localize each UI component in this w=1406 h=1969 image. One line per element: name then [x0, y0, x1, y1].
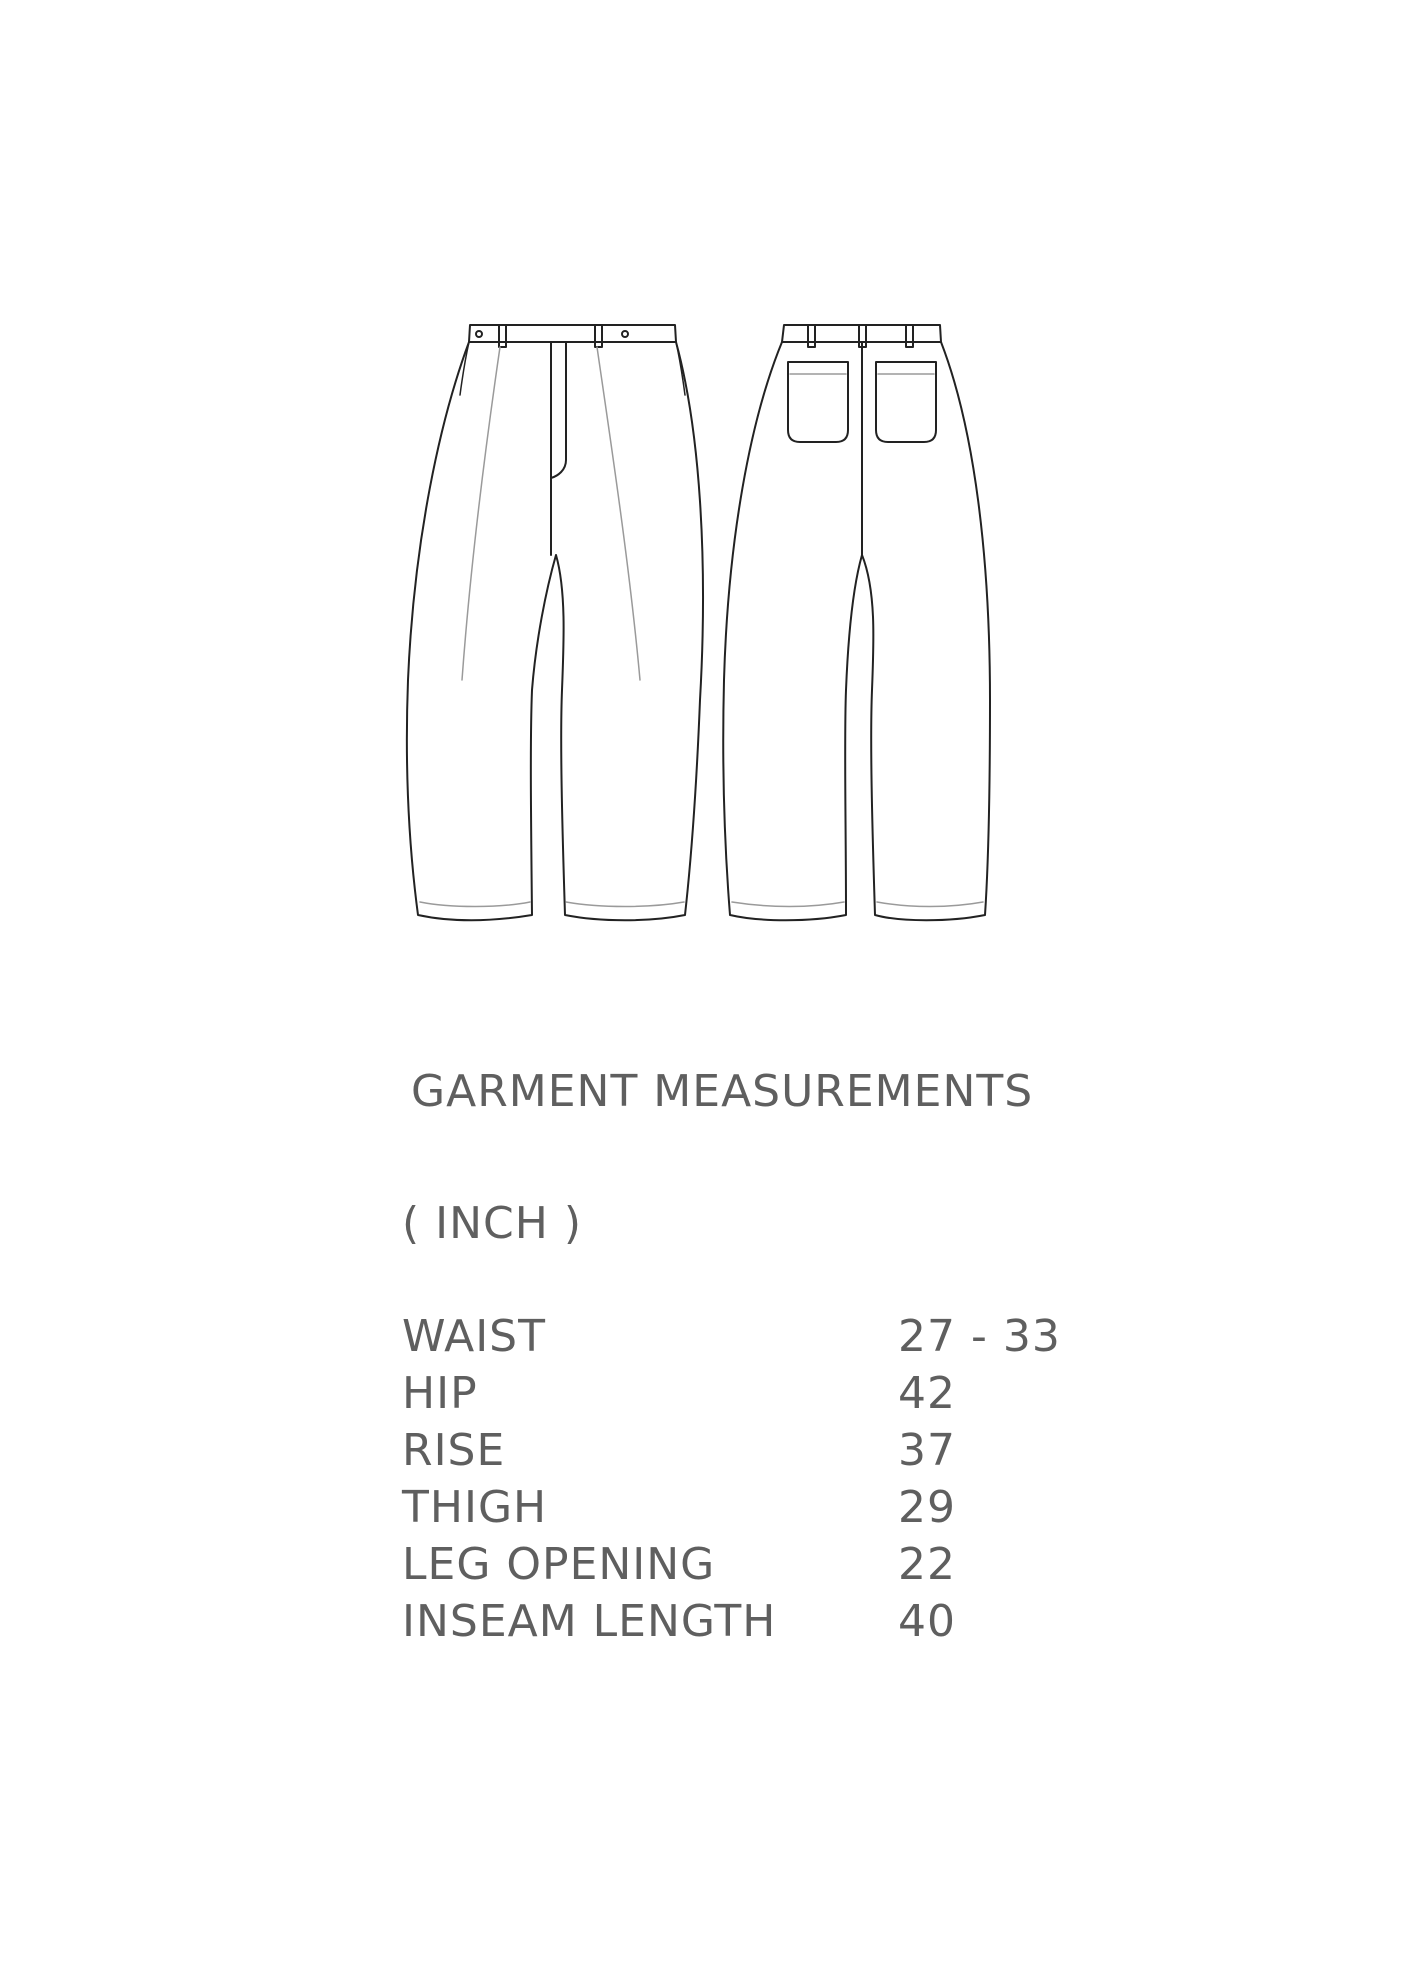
measurement-value: 27 - 33 [898, 1311, 1061, 1362]
measurement-value: 22 [898, 1539, 956, 1590]
measurement-label: HIP [402, 1368, 478, 1419]
unit-label: ( INCH ) [402, 1198, 583, 1249]
page-title: GARMENT MEASUREMENTS [411, 1066, 1034, 1117]
trousers-back-view [723, 325, 990, 920]
measurement-label: WAIST [402, 1311, 546, 1362]
measurement-value: 42 [898, 1368, 956, 1419]
measurement-value: 40 [898, 1596, 956, 1647]
measurement-label: LEG OPENING [402, 1539, 716, 1590]
measurement-label: INSEAM LENGTH [402, 1596, 777, 1647]
measurement-value: 29 [898, 1482, 956, 1533]
measurement-label: RISE [402, 1425, 506, 1476]
trousers-front-view [407, 325, 703, 920]
measurement-label: THIGH [402, 1482, 548, 1533]
measurement-value: 37 [898, 1425, 956, 1476]
